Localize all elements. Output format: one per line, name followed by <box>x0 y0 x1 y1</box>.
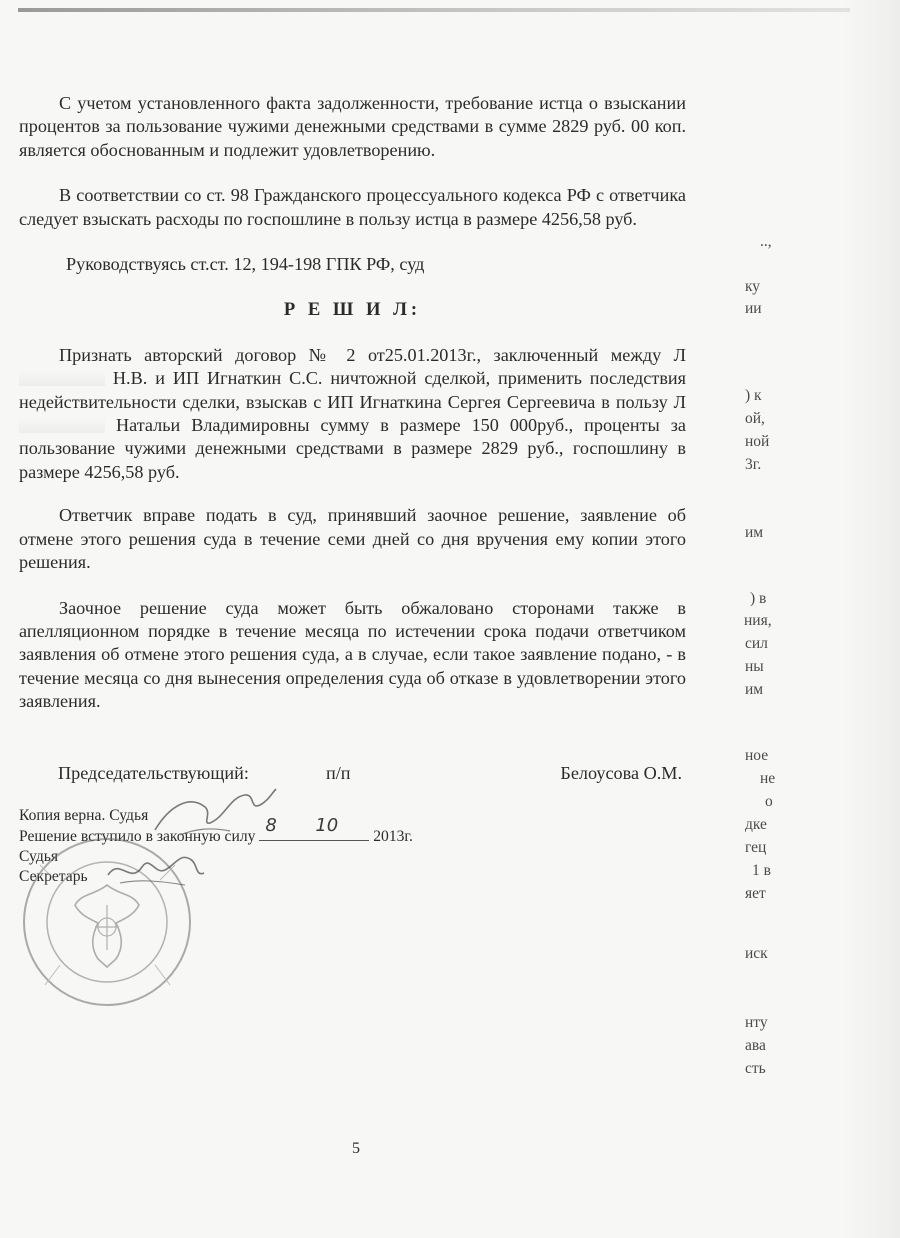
bleed-text: ное <box>745 747 769 764</box>
paragraph-decision <box>19 344 686 484</box>
signed-mark: п/п <box>326 763 351 783</box>
bleed-text: ава <box>745 1037 766 1054</box>
presiding-judge-label: Председательствующий: <box>58 763 249 783</box>
bleed-text: ой, <box>745 410 765 427</box>
bleed-text: не <box>760 770 776 787</box>
decision-text-part-1: Признать авторский договор № 2 от25.01.2013г., заключенный между Л <box>59 344 686 365</box>
redacted-name <box>19 417 105 433</box>
bleed-text: яет <box>745 885 766 902</box>
decision-text-part-3: Натальи Владимировны сумму в размере 150 000руб., проценты за пользование чужими денежными средствами в размере 2829 руб., госпошлину в размере 4256,58 руб. <box>19 415 686 482</box>
bleed-text: о <box>765 793 773 810</box>
document-body <box>19 92 686 736</box>
paragraph-guided-by: Руководствуясь ст.ст. 12, 194-198 ГПК РФ, суд <box>66 254 425 275</box>
judge-signature-icon <box>150 785 280 845</box>
handwritten-month: 10 <box>315 815 339 836</box>
bleed-text: ны <box>745 658 764 675</box>
paragraph-appeal: Заочное решение суда может быть обжаловано сторонами также в апелляционном порядке в течение месяца по истечении срока подачи ответчиком заявления об отмене этого решения суда, а в случае, если такое заявление подано, - в течение месяца со дня вынесения определения суда об отказе в удовлетворении этого заявления. <box>19 597 686 712</box>
paragraph-court-fee: В соответствии со ст. 98 Гражданского процессуального кодекса РФ с ответчика следует взыскать расходы по госпошлине в пользу истца в размере 4256,58 руб. <box>19 185 686 229</box>
handwritten-day: 8 <box>265 815 277 836</box>
bleed-text: нту <box>745 1014 768 1031</box>
bleed-text: ) в <box>750 590 767 607</box>
effective-date-prefix: Решение вступило в законную силу <box>19 828 256 845</box>
bleed-text: 1 в <box>752 862 771 879</box>
bleed-text: иск <box>745 945 768 962</box>
bleed-text: 3г. <box>745 456 762 473</box>
bleed-text: гец <box>745 839 767 856</box>
decision-text-part-2: Н.В. и ИП Игнаткин С.С. ничтожной сделкой, применить последствия недействительности сделки, взыскав с ИП Игнаткина Сергея Сергеевича в пользу Л <box>19 368 687 412</box>
copy-true-line: Копия верна. Судья <box>19 807 149 824</box>
scan-edge-line <box>18 8 850 12</box>
page-shadow <box>842 0 900 1238</box>
bleed-text: сть <box>745 1060 766 1077</box>
judge-line: Судья <box>19 848 59 865</box>
decision-heading: Р Е Ш И Л: <box>283 299 422 321</box>
paragraph-interest: С учетом установленного факта задолженности, требование истца о взыскании процентов за пользование чужими денежными средствами в сумме 2829 руб. 00 коп. является обоснованным и подлежит удовлетворению. <box>19 93 686 160</box>
bleed-text: им <box>745 681 764 698</box>
bleed-text: ку <box>745 278 761 295</box>
secretary-line: Секретарь <box>19 868 88 885</box>
bleed-text: .., <box>760 233 772 250</box>
bleed-text: ной <box>745 433 770 450</box>
secretary-signature-icon <box>100 845 210 895</box>
redacted-name <box>19 370 105 386</box>
bleed-text: ния, <box>744 612 772 629</box>
effective-date-year: 2013г. <box>373 828 413 845</box>
paragraph-cancellation-right: Ответчик вправе подать в суд, принявший заочное решение, заявление об отмене этого решения суда в течение семи дней со дня вручения ему копии этого решения. <box>19 505 686 573</box>
bleed-text: сил <box>745 635 768 652</box>
bleed-text: дке <box>745 816 767 833</box>
bleed-text: им <box>745 524 764 541</box>
judge-name: Белоусова О.М. <box>560 763 682 783</box>
bleed-text: ии <box>745 300 762 317</box>
page-number: 5 <box>352 1140 360 1157</box>
bleed-text: ) к <box>745 387 762 404</box>
